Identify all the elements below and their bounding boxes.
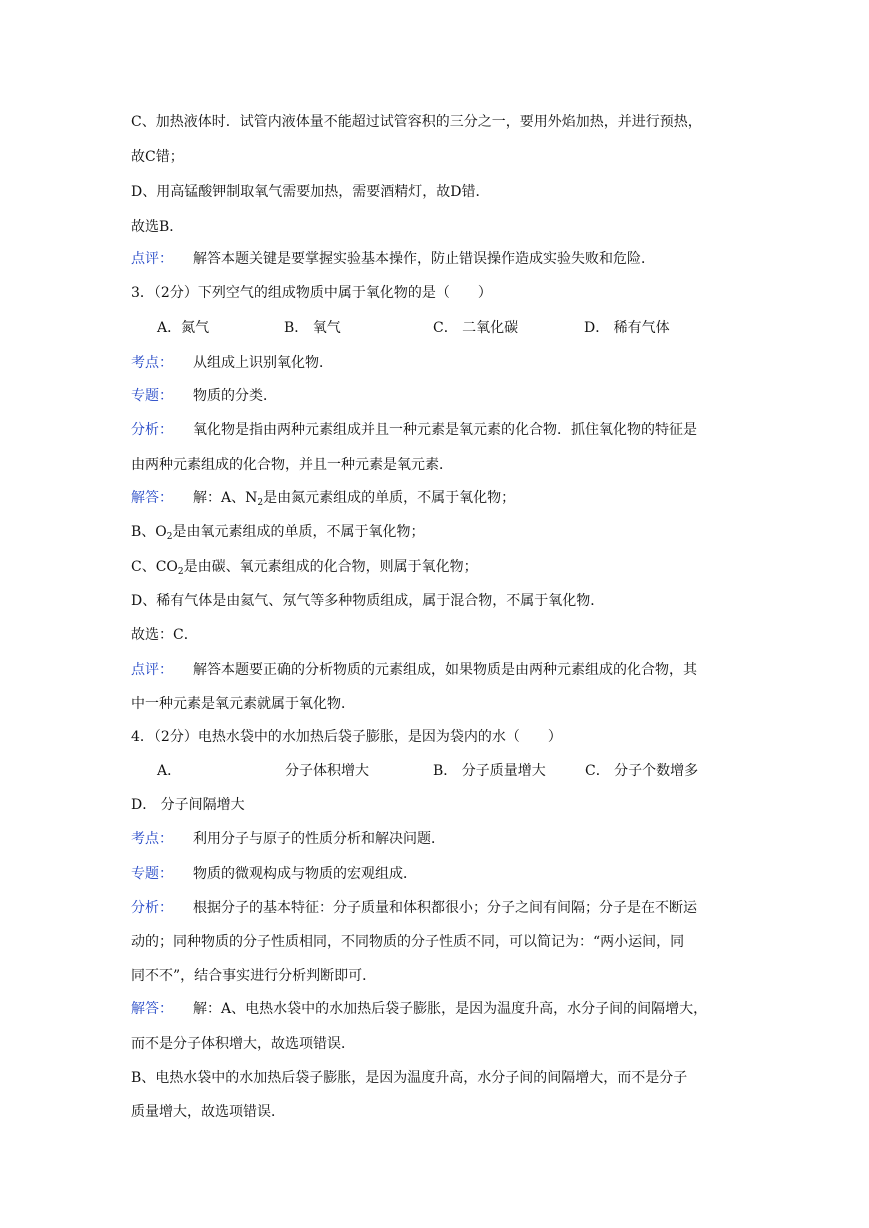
subscript: 2 <box>166 532 173 542</box>
zhuanti-label: 专题： <box>131 388 173 404</box>
q3-fenxi <box>131 421 697 439</box>
fenxi-text: 氧化物是指由两种元素组成并且一种元素是氧元素的化合物．抓住氧化物的特征是 <box>193 422 697 438</box>
kaodian-label: 考点： <box>131 831 173 847</box>
q4-option-a-letter: A． <box>157 763 182 779</box>
q3-dianping <box>131 661 697 679</box>
jieda-a-prefix: 解：A、N <box>193 490 258 506</box>
q2-selection: 故选B． <box>131 219 184 235</box>
q2-option-c-explanation-cont: 故C错； <box>131 149 184 165</box>
q2-option-c-explanation: C、加热液体时．试管内液体量不能超过试管容积的三分之一，要用外焰加热，并进行预热， <box>131 114 702 130</box>
b-prefix: B、O <box>131 524 167 540</box>
q3-stem: 3．（2分）下列空气的组成物质中属于氧化物的是（ ） <box>131 285 492 301</box>
subscript: 2 <box>257 498 264 508</box>
zhuanti-text: 物质的分类． <box>193 388 277 404</box>
q3-option-d: D． 稀有气体 <box>584 320 670 336</box>
q3-option-a: A．氮气 <box>157 320 210 336</box>
zhuanti-text: 物质的微观构成与物质的宏观组成． <box>193 866 417 882</box>
q4-zhuanti <box>131 865 417 883</box>
q3-kaodian <box>131 354 333 372</box>
q4-option-a-text: 分子体积增大 <box>285 763 369 779</box>
q3-fenxi-cont: 由两种元素组成的化合物，并且一种元素是氧元素． <box>131 457 453 473</box>
jieda-a-text: 是由氮元素组成的单质，不属于氧化物； <box>263 490 516 506</box>
kaodian-text: 从组成上识别氧化物． <box>193 355 333 371</box>
jieda-text: 解：A、电热水袋中的水加热后袋子膨胀，是因为温度升高，水分子间的间隔增大， <box>193 1001 708 1017</box>
q4-kaodian <box>131 830 445 848</box>
fenxi-label: 分析： <box>131 900 173 916</box>
fenxi-label: 分析： <box>131 422 173 438</box>
c-text: 是由碳、氧元素组成的化合物，则属于氧化物； <box>183 559 478 575</box>
zhuanti-label: 专题： <box>131 866 173 882</box>
q3-option-c: C． 二氧化碳 <box>433 320 519 336</box>
kaodian-text: 利用分子与原子的性质分析和解决问题． <box>193 831 445 847</box>
review-label: 点评： <box>131 251 173 267</box>
review-text: 解答本题关键是要掌握实验基本操作，防止错误操作造成实验失败和危险． <box>193 251 655 267</box>
q3-option-b-explanation <box>131 523 425 541</box>
q4-fenxi <box>131 899 697 917</box>
q3-dianping-cont: 中一种元素是氧元素就属于氧化物． <box>131 696 355 712</box>
dianping-text: 解答本题要正确的分析物质的元素组成，如果物质是由两种元素组成的化合物，其 <box>193 662 697 678</box>
q4-option-d: D． 分子间隔增大 <box>131 797 245 813</box>
q4-fenxi-cont-2: 同不不”，结合事实进行分析判断即可． <box>131 968 377 984</box>
q4-jieda <box>131 1000 707 1018</box>
q3-option-d-explanation: D、稀有气体是由氦气、氖气等多种物质组成，属于混合物，不属于氧化物． <box>131 593 605 609</box>
q2-review <box>131 250 655 268</box>
q3-selection: 故选：C． <box>131 627 198 643</box>
q4-option-c: C． 分子个数增多 <box>585 763 699 779</box>
q3-jieda <box>131 489 515 507</box>
kaodian-label: 考点： <box>131 355 173 371</box>
q3-option-c-explanation <box>131 558 478 576</box>
jieda-label: 解答： <box>131 490 173 506</box>
c-prefix: C、CO <box>131 559 178 575</box>
jieda-label: 解答： <box>131 1001 173 1017</box>
b-text: 是由氧元素组成的单质，不属于氧化物； <box>172 524 425 540</box>
fenxi-text: 根据分子的基本特征：分子质量和体积都很小；分子之间有间隔；分子是在不断运 <box>193 900 697 916</box>
q3-zhuanti <box>131 387 277 405</box>
q4-option-b-explanation-cont: 质量增大，故选项错误． <box>131 1104 285 1120</box>
q4-stem: 4．（2分）电热水袋中的水加热后袋子膨胀，是因为袋内的水（ ） <box>131 729 562 745</box>
q4-fenxi-cont-1: 动的；同种物质的分子性质相同，不同物质的分子性质不同，可以简记为：“两小运间，同 <box>131 934 685 950</box>
subscript: 2 <box>177 567 184 577</box>
q3-option-b: B． 氧气 <box>284 320 341 336</box>
q2-option-d-explanation: D、用高锰酸钾制取氧气需要加热，需要酒精灯，故D错． <box>131 184 490 200</box>
dianping-label: 点评： <box>131 662 173 678</box>
q4-option-b: B． 分子质量增大 <box>433 763 546 779</box>
q4-option-b-explanation: B、电热水袋中的水加热后袋子膨胀，是因为温度升高，水分子间的间隔增大，而不是分子 <box>131 1070 688 1086</box>
q4-jieda-cont: 而不是分子体积增大，故选项错误． <box>131 1036 355 1052</box>
